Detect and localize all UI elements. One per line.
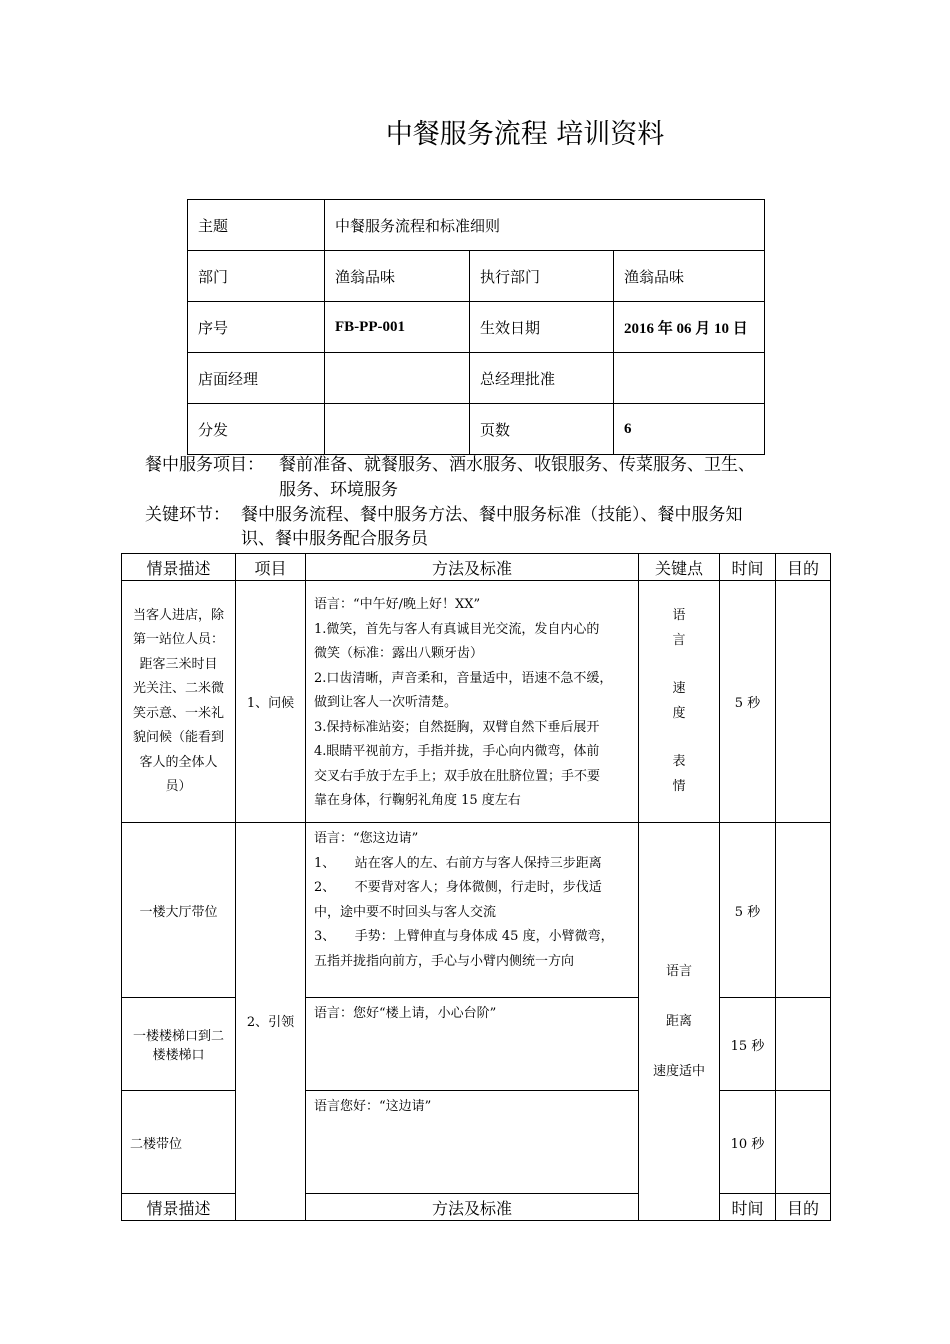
- footer-method: 方法及标准: [306, 1194, 639, 1221]
- info-value-subject: 中餐服务流程和标准细则: [325, 200, 765, 251]
- lead-scene-lobby: 一楼大厅带位: [122, 823, 236, 998]
- info-value-exec-department: 渔翁品味: [614, 251, 765, 302]
- info-value-pages: 6: [614, 404, 765, 455]
- header-time: 时间: [720, 554, 776, 581]
- header-item: 项目: [236, 554, 306, 581]
- lead-time-second-floor: 10 秒: [720, 1091, 776, 1194]
- info-label-store-manager: 店面经理: [188, 353, 325, 404]
- footer-time: 时间: [720, 1194, 776, 1221]
- info-value-effective-date: 2016 年 06 月 10 日: [614, 302, 765, 353]
- service-items-line2: 服务、环境服务: [279, 480, 398, 500]
- greeting-purpose: [776, 581, 831, 823]
- process-table: [121, 553, 831, 1221]
- lead-purpose-lobby: [776, 823, 831, 998]
- info-label-subject: 主题: [188, 200, 325, 251]
- header-scene: 情景描述: [122, 554, 236, 581]
- lead-time-lobby: 5 秒: [720, 823, 776, 998]
- header-key-points: 关键点: [639, 554, 720, 581]
- greeting-time: 5 秒: [720, 581, 776, 823]
- lead-scene-stairs: 一楼楼梯口到二楼楼梯口: [122, 998, 236, 1091]
- info-value-serial: FB-PP-001: [325, 302, 470, 353]
- info-value-gm-approval: [614, 353, 765, 404]
- info-label-exec-department: 执行部门: [470, 251, 614, 302]
- info-value-distribution: [325, 404, 470, 455]
- lead-time-stairs: 15 秒: [720, 998, 776, 1091]
- service-items-label: 餐中服务项目：: [145, 455, 264, 475]
- lead-method-second-floor: 语言您好：“这边请”: [306, 1091, 639, 1194]
- service-items-line1: 餐前准备、就餐服务、酒水服务、收银服务、传菜服务、卫生、: [279, 455, 755, 475]
- lead-item: 2、引领: [236, 823, 306, 1221]
- lead-method-stairs: 语言：您好“楼上请，小心台阶”: [306, 998, 639, 1091]
- lead-scene-second-floor: 二楼带位: [122, 1091, 236, 1194]
- lead-purpose-stairs: [776, 998, 831, 1091]
- footer-scene: 情景描述: [122, 1194, 236, 1221]
- info-label-effective-date: 生效日期: [470, 302, 614, 353]
- key-steps-line2: 识、餐中服务配合服务员: [241, 529, 428, 549]
- lead-method-lobby: 语言：“您这边请” 1、 站在客人的左、右前方与客人保持三步距离 2、 不要背对客人；身体微侧，行走时，步伐适 中，途中要不时回头与客人交流 3、 手势：上臂伸直与身体成 45 度，小臂微弯， 五指并拢指向前方，手心与小臂内侧统一方向: [306, 823, 639, 998]
- info-table: [187, 199, 765, 455]
- info-value-store-manager: [325, 353, 470, 404]
- info-value-department: 渔翁品味: [325, 251, 470, 302]
- lead-purpose-second-floor: [776, 1091, 831, 1194]
- lead-key-points: 语言 距离 速度适中: [639, 823, 720, 1221]
- page-title: 中餐服务流程 培训资料: [385, 119, 665, 150]
- key-steps-line1: 餐中服务流程、餐中服务方法、餐中服务标准（技能）、餐中服务知: [241, 505, 743, 525]
- header-purpose: 目的: [776, 554, 831, 581]
- greeting-scene: 当客人进店，除 第一站位人员： 距客三米时目 光关注、二米微 笑示意、一米礼 貌问候（能看到 客人的全体人 员）: [122, 581, 236, 823]
- header-method: 方法及标准: [306, 554, 639, 581]
- key-steps-label: 关键环节：: [145, 505, 230, 525]
- greeting-method: 语言：“中午好/晚上好！XX” 1.微笑，首先与客人有真诚目光交流，发自内心的 微笑（标准：露出八颗牙齿） 2.口齿清晰，声音柔和，音量适中，语速不急不缓， 做到让客人一次听清楚。 3.保持标准站姿；自然挺胸，双臂自然下垂后展开 4.眼睛平视前方，手指并拢，手心向内微弯，体前 交叉右手放于左手上；双手放在肚脐位置；手不要 靠在身体，行鞠躬礼角度 15 度左右: [306, 581, 639, 823]
- info-label-serial: 序号: [188, 302, 325, 353]
- footer-purpose: 目的: [776, 1194, 831, 1221]
- info-label-pages: 页数: [470, 404, 614, 455]
- greeting-key-points: 语 言 速 度 表 情: [639, 581, 720, 823]
- greeting-item: 1、问候: [236, 581, 306, 823]
- info-label-distribution: 分发: [188, 404, 325, 455]
- info-label-gm-approval: 总经理批准: [470, 353, 614, 404]
- info-label-department: 部门: [188, 251, 325, 302]
